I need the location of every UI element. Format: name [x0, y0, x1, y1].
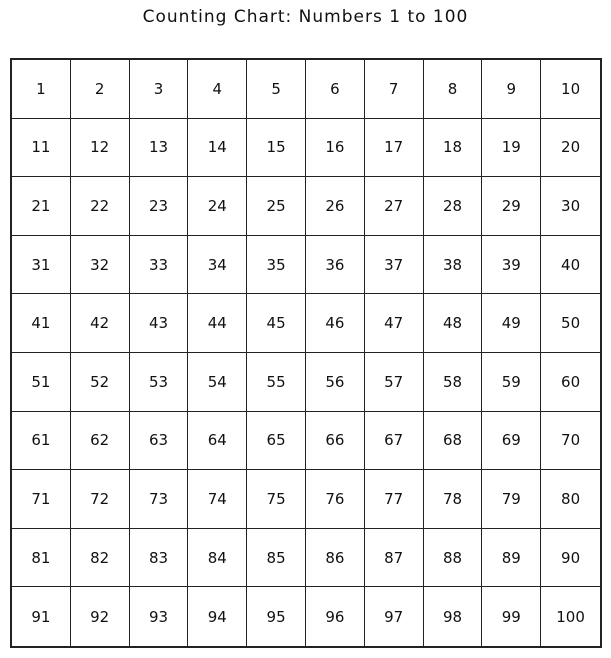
grid-cell: 1	[12, 60, 71, 119]
grid-cell: 41	[12, 294, 71, 353]
grid-cell: 15	[247, 119, 306, 178]
grid-cell: 51	[12, 353, 71, 412]
grid-cell: 80	[541, 470, 600, 529]
grid-cell: 36	[306, 236, 365, 295]
grid-cell: 5	[247, 60, 306, 119]
grid-cell: 69	[482, 412, 541, 471]
grid-cell: 95	[247, 587, 306, 646]
grid-cell: 19	[482, 119, 541, 178]
grid-cell: 97	[365, 587, 424, 646]
grid-cell: 49	[482, 294, 541, 353]
grid-cell: 91	[12, 587, 71, 646]
grid-cell: 47	[365, 294, 424, 353]
grid-cell: 48	[424, 294, 483, 353]
grid-cell: 7	[365, 60, 424, 119]
grid-cell: 68	[424, 412, 483, 471]
grid-cell: 13	[130, 119, 189, 178]
grid-cell: 76	[306, 470, 365, 529]
grid-cell: 75	[247, 470, 306, 529]
grid-cell: 85	[247, 529, 306, 588]
grid-cell: 3	[130, 60, 189, 119]
grid-cell: 94	[188, 587, 247, 646]
grid-cell: 70	[541, 412, 600, 471]
grid-cell: 33	[130, 236, 189, 295]
grid-cell: 24	[188, 177, 247, 236]
grid-cell: 86	[306, 529, 365, 588]
grid-cell: 90	[541, 529, 600, 588]
grid-cell: 22	[71, 177, 130, 236]
grid-cell: 83	[130, 529, 189, 588]
grid-cell: 87	[365, 529, 424, 588]
grid-cell: 98	[424, 587, 483, 646]
grid-cell: 20	[541, 119, 600, 178]
grid-cell: 2	[71, 60, 130, 119]
grid-cell: 39	[482, 236, 541, 295]
grid-cell: 58	[424, 353, 483, 412]
grid-cell: 78	[424, 470, 483, 529]
grid-cell: 54	[188, 353, 247, 412]
grid-cell: 25	[247, 177, 306, 236]
grid-cell: 65	[247, 412, 306, 471]
grid-cell: 30	[541, 177, 600, 236]
page-title: Counting Chart: Numbers 1 to 100	[142, 7, 469, 27]
grid-cell: 64	[188, 412, 247, 471]
grid-cell: 43	[130, 294, 189, 353]
grid-cell: 84	[188, 529, 247, 588]
grid-cell: 72	[71, 470, 130, 529]
grid-cell: 35	[247, 236, 306, 295]
grid-cell: 92	[71, 587, 130, 646]
grid-cell: 50	[541, 294, 600, 353]
grid-cell: 77	[365, 470, 424, 529]
grid-cell: 11	[12, 119, 71, 178]
grid-cell: 88	[424, 529, 483, 588]
grid-cell: 53	[130, 353, 189, 412]
grid-cell: 12	[71, 119, 130, 178]
grid-cell: 38	[424, 236, 483, 295]
grid-cell: 81	[12, 529, 71, 588]
grid-cell: 52	[71, 353, 130, 412]
grid-cell: 56	[306, 353, 365, 412]
grid-cell: 37	[365, 236, 424, 295]
grid-cell: 93	[130, 587, 189, 646]
grid-cell: 96	[306, 587, 365, 646]
grid-cell: 23	[130, 177, 189, 236]
grid-cell: 74	[188, 470, 247, 529]
grid-cell: 17	[365, 119, 424, 178]
grid-cell: 10	[541, 60, 600, 119]
grid-cell: 42	[71, 294, 130, 353]
grid-cell: 14	[188, 119, 247, 178]
grid-cell: 18	[424, 119, 483, 178]
grid-cell: 8	[424, 60, 483, 119]
grid-cell: 89	[482, 529, 541, 588]
grid-cell: 63	[130, 412, 189, 471]
grid-cell: 44	[188, 294, 247, 353]
grid-cell: 40	[541, 236, 600, 295]
grid-cell: 4	[188, 60, 247, 119]
grid-cell: 27	[365, 177, 424, 236]
grid-cell: 46	[306, 294, 365, 353]
grid-cell: 62	[71, 412, 130, 471]
grid-cell: 60	[541, 353, 600, 412]
grid-cell: 32	[71, 236, 130, 295]
grid-cell: 100	[556, 607, 585, 626]
grid-cell: 31	[12, 236, 71, 295]
grid-cell: 26	[306, 177, 365, 236]
grid-cell: 28	[424, 177, 483, 236]
grid-cell: 71	[12, 470, 71, 529]
grid-cell: 16	[306, 119, 365, 178]
grid-cell: 73	[130, 470, 189, 529]
grid-cell: 67	[365, 412, 424, 471]
grid-cell: 45	[247, 294, 306, 353]
grid-cell: 61	[12, 412, 71, 471]
grid-cell: 82	[71, 529, 130, 588]
grid-cell: 21	[12, 177, 71, 236]
grid-cell: 99	[482, 587, 541, 646]
grid-cell: 57	[365, 353, 424, 412]
grid-cell: 29	[482, 177, 541, 236]
grid-cell: 66	[306, 412, 365, 471]
grid-cell: 6	[306, 60, 365, 119]
grid-cell: 59	[482, 353, 541, 412]
grid-cell: 55	[247, 353, 306, 412]
grid-cell: 34	[188, 236, 247, 295]
counting-grid	[10, 58, 602, 648]
grid-cell: 79	[482, 470, 541, 529]
grid-cell: 9	[482, 60, 541, 119]
